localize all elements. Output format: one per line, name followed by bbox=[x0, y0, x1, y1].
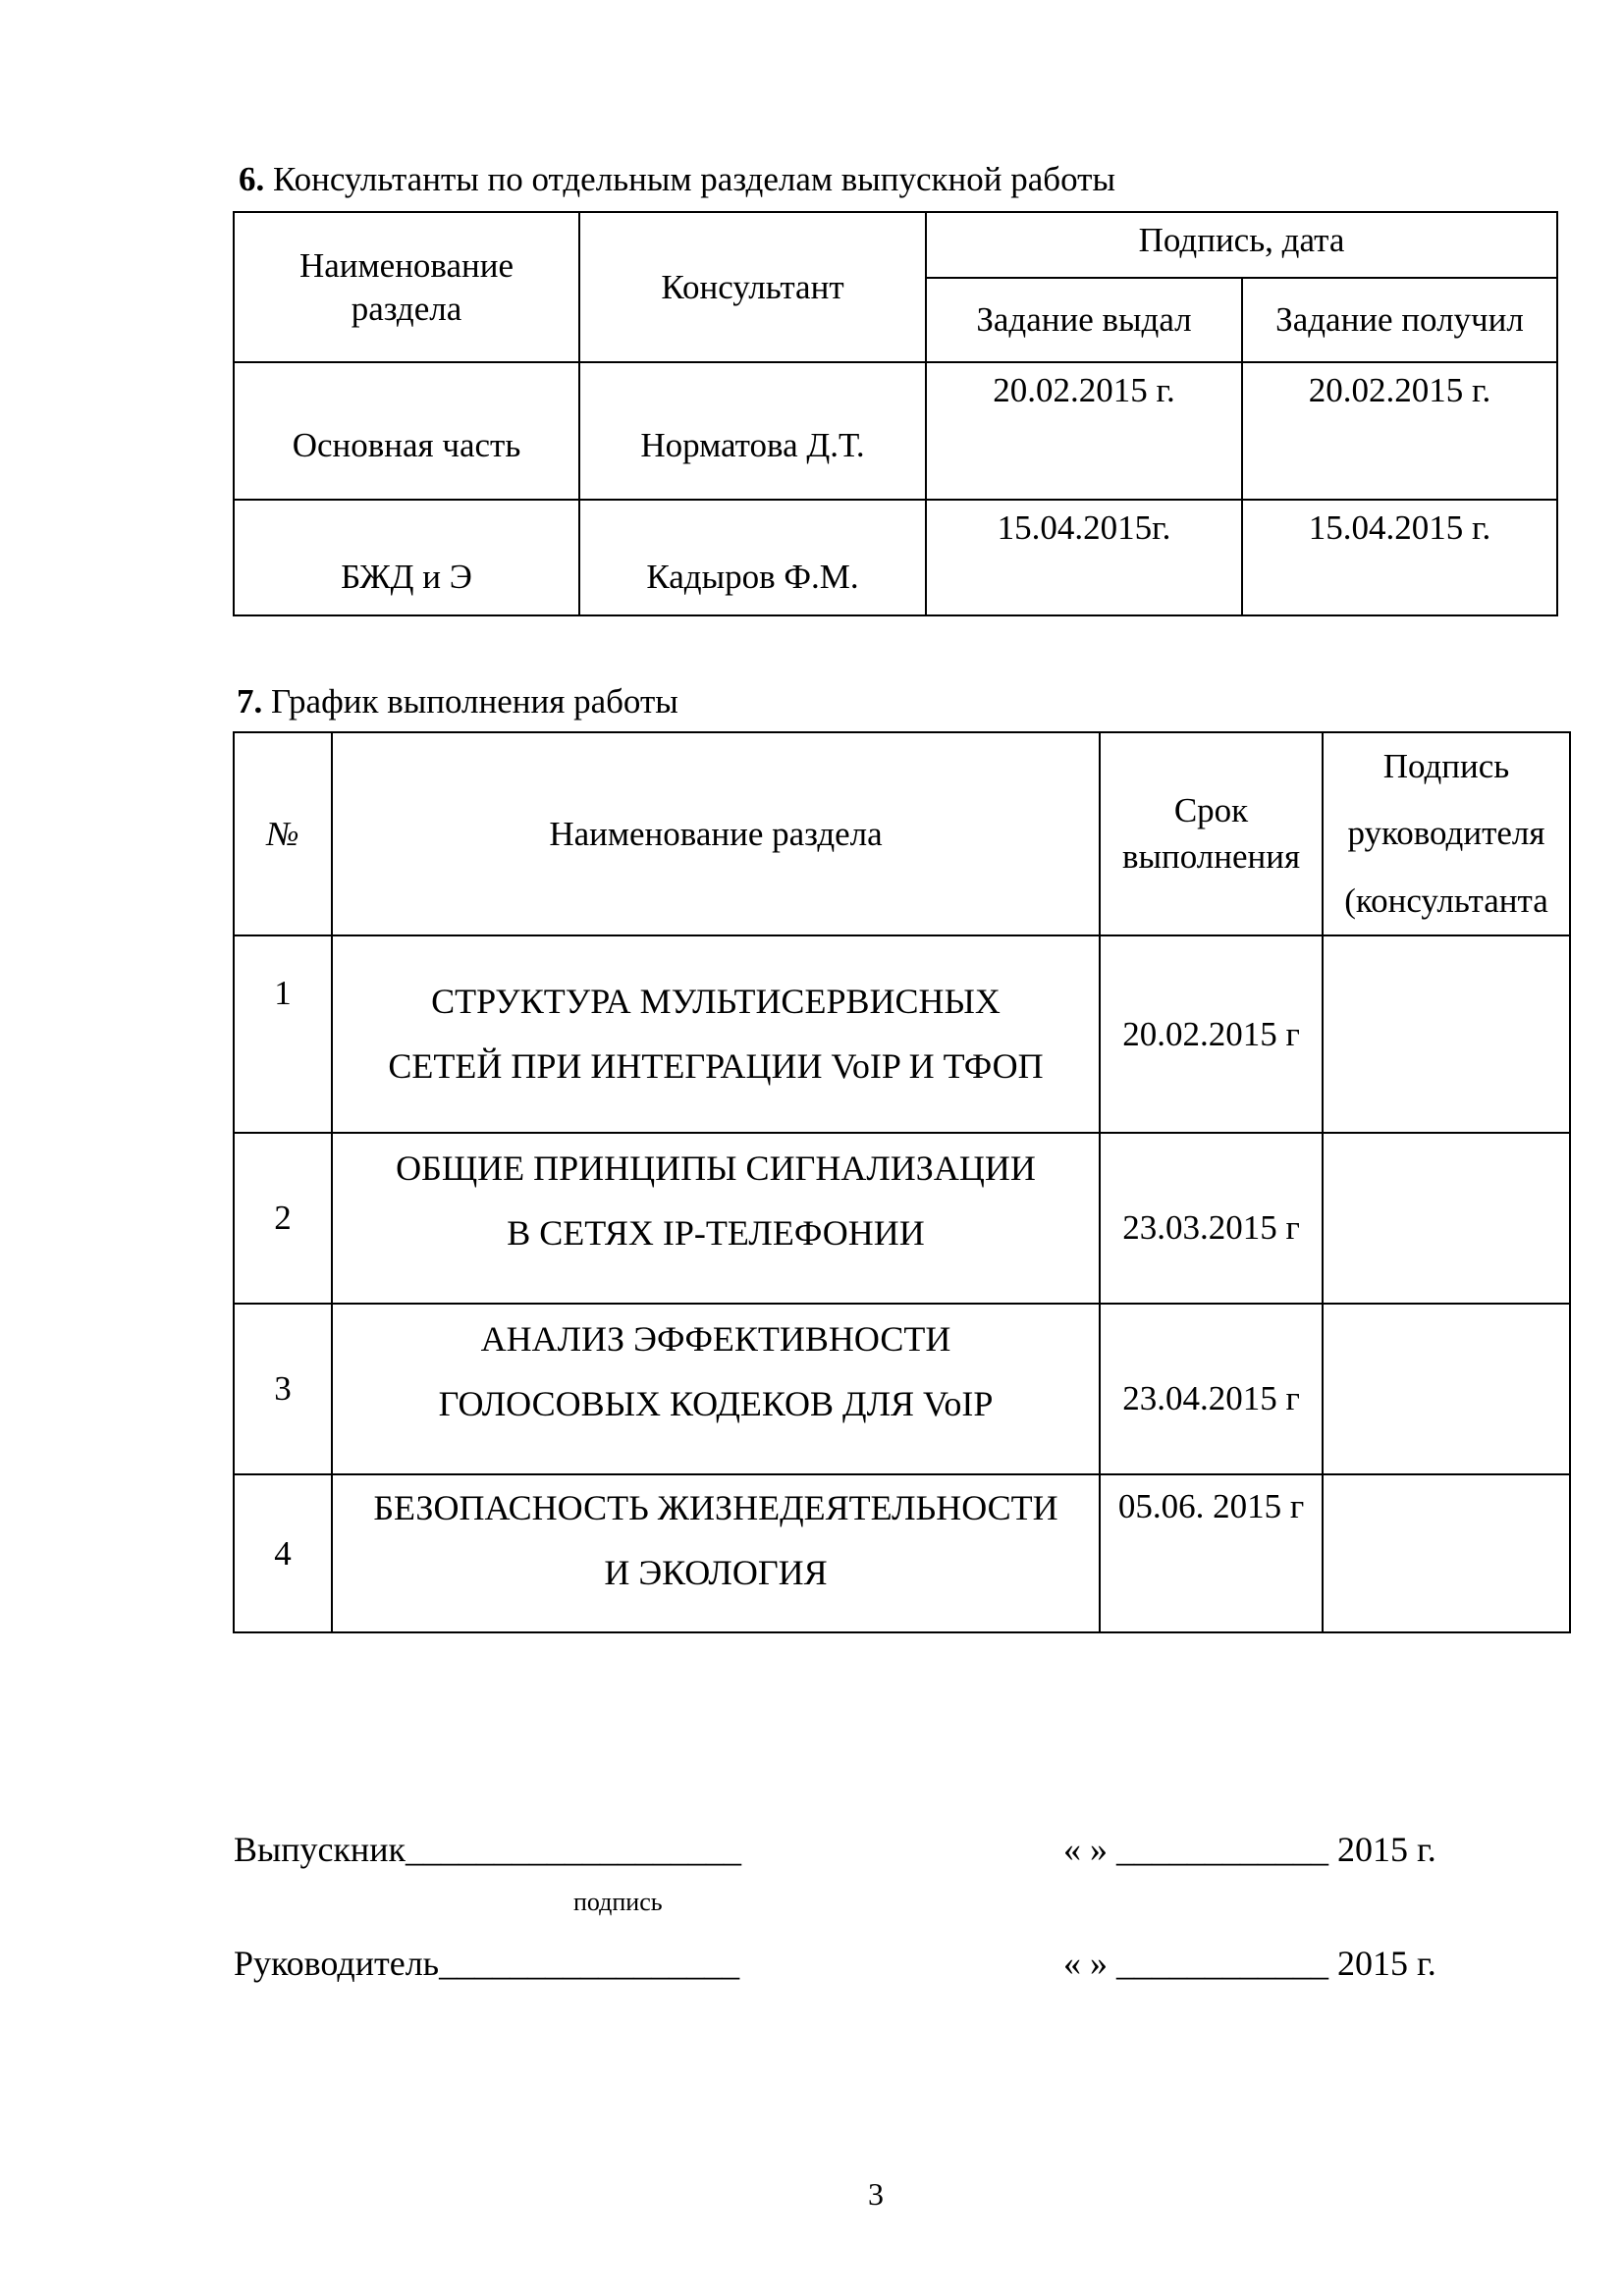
schedule-row-deadline: 05.06. 2015 г bbox=[1100, 1474, 1323, 1632]
schedule-row-name-line2: И ЭКОЛОГИЯ bbox=[604, 1553, 828, 1593]
section-6-heading bbox=[239, 162, 1115, 196]
header-num: № bbox=[234, 732, 332, 935]
header-deadline bbox=[1100, 732, 1323, 935]
schedule-row-name bbox=[332, 935, 1100, 1133]
table-row bbox=[234, 362, 1557, 500]
schedule-row-name bbox=[332, 1133, 1100, 1304]
table-row bbox=[234, 1133, 1570, 1304]
graduate-signature-line: Выпускник___________________ bbox=[234, 1830, 741, 1869]
schedule-row-num: 1 bbox=[234, 935, 332, 1133]
graduate-date-line: « » ____________ 2015 г. bbox=[1063, 1830, 1436, 1869]
header-signature bbox=[1323, 732, 1570, 935]
schedule-row-name-line1: ОБЩИЕ ПРИНЦИПЫ СИГНАЛИЗАЦИИ bbox=[396, 1148, 1036, 1188]
consultant-row-section: БЖД и Э bbox=[234, 500, 579, 615]
section-7-heading bbox=[237, 684, 678, 719]
consultant-row-received: 15.04.2015 г. bbox=[1242, 500, 1557, 615]
consultant-row-name: Норматова Д.Т. bbox=[579, 362, 926, 500]
schedule-row-deadline: 20.02.2015 г bbox=[1100, 935, 1323, 1133]
header-consultant: Консультант bbox=[579, 212, 926, 362]
schedule-row-signature bbox=[1323, 1133, 1570, 1304]
schedule-row-name-line2: В СЕТЯХ IP-ТЕЛЕФОНИИ bbox=[507, 1213, 925, 1254]
section-7-number: 7. bbox=[237, 682, 263, 721]
schedule-table bbox=[233, 731, 1571, 1633]
schedule-row-name-line1: АНАЛИЗ ЭФФЕКТИВНОСТИ bbox=[480, 1318, 951, 1359]
schedule-row-num: 4 bbox=[234, 1474, 332, 1632]
consultants-table bbox=[233, 211, 1558, 616]
section-6-number: 6. bbox=[239, 160, 265, 198]
schedule-row-name bbox=[332, 1474, 1100, 1632]
section-6-title: Консультанты по отдельным разделам выпускной работы bbox=[273, 160, 1115, 198]
header-task-issued: Задание выдал bbox=[926, 278, 1242, 362]
table-row bbox=[234, 1474, 1570, 1632]
table-row bbox=[234, 935, 1570, 1133]
page-number: 3 bbox=[868, 2176, 884, 2212]
header-section-name: Наименование раздела bbox=[332, 732, 1100, 935]
consultant-row-section: Основная часть bbox=[234, 362, 579, 500]
schedule-header-row bbox=[234, 732, 1570, 935]
header-signature-text: Подпись руководителя (консультанта bbox=[1344, 747, 1548, 920]
header-section-name bbox=[234, 212, 579, 362]
schedule-row-signature bbox=[1323, 1474, 1570, 1632]
schedule-row-name-line2: ГОЛОСОВЫХ КОДЕКОВ ДЛЯ VoIP bbox=[438, 1384, 994, 1424]
schedule-row-name-line1: БЕЗОПАСНОСТЬ ЖИЗНЕДЕЯТЕЛЬНОСТИ bbox=[373, 1487, 1058, 1527]
supervisor-signature-line: Руководитель_________________ bbox=[234, 1944, 740, 1983]
consultant-row-issued: 20.02.2015 г. bbox=[926, 362, 1242, 500]
schedule-row-signature bbox=[1323, 1304, 1570, 1474]
schedule-row-deadline: 23.03.2015 г bbox=[1100, 1133, 1323, 1304]
header-task-received: Задание получил bbox=[1242, 278, 1557, 362]
consultant-row-issued: 15.04.2015г. bbox=[926, 500, 1242, 615]
header-signature-date: Подпись, дата bbox=[926, 212, 1557, 278]
schedule-row-deadline: 23.04.2015 г bbox=[1100, 1304, 1323, 1474]
consultant-row-received: 20.02.2015 г. bbox=[1242, 362, 1557, 500]
consultants-header-row bbox=[234, 212, 1557, 278]
table-row bbox=[234, 500, 1557, 615]
header-deadline-text: Срок выполнения bbox=[1121, 791, 1301, 877]
header-section-name-text: Наименование раздела bbox=[298, 245, 514, 328]
table-row bbox=[234, 1304, 1570, 1474]
schedule-row-signature bbox=[1323, 935, 1570, 1133]
schedule-row-name-line2: СЕТЕЙ ПРИ ИНТЕГРАЦИИ VoIP И ТФОП bbox=[388, 1046, 1044, 1087]
consultant-row-name: Кадыров Ф.М. bbox=[579, 500, 926, 615]
supervisor-date-line: « » ____________ 2015 г. bbox=[1063, 1944, 1436, 1983]
schedule-row-num: 3 bbox=[234, 1304, 332, 1474]
signature-caption: подпись bbox=[573, 1888, 663, 1916]
schedule-row-name-line1: СТРУКТУРА МУЛЬТИСЕРВИСНЫХ bbox=[431, 981, 1001, 1021]
section-7-title: График выполнения работы bbox=[271, 682, 678, 721]
schedule-row-name bbox=[332, 1304, 1100, 1474]
schedule-row-num: 2 bbox=[234, 1133, 332, 1304]
